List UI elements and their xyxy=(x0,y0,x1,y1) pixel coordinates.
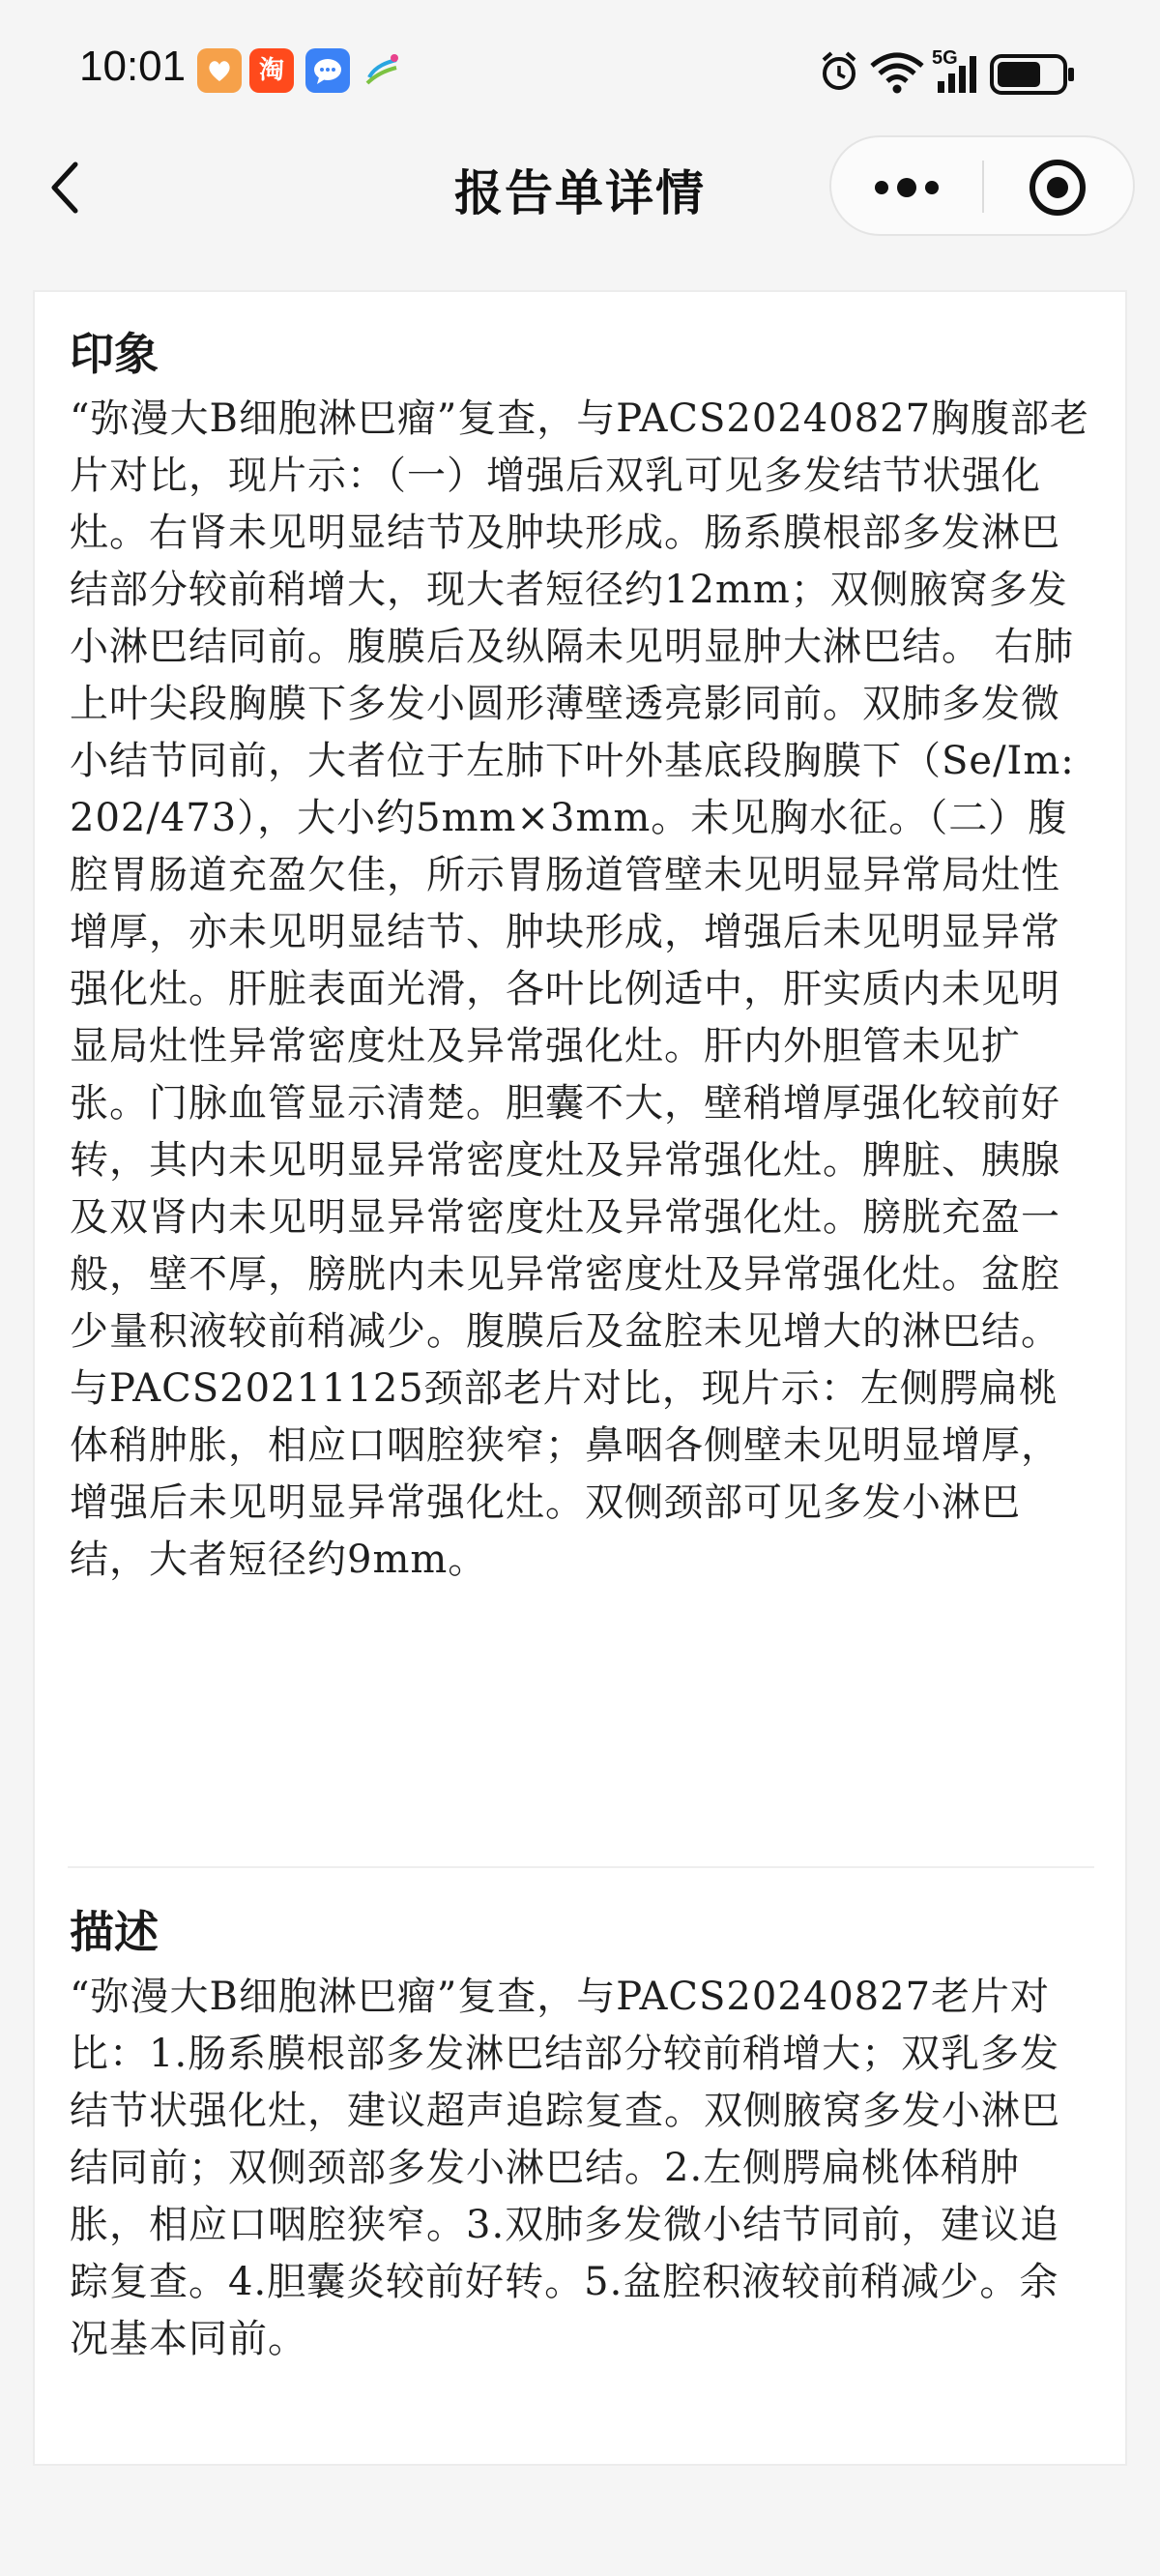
description-section xyxy=(70,1903,1094,2368)
more-button[interactable] xyxy=(831,137,982,234)
impression-section xyxy=(70,325,1094,1589)
more-dots-icon xyxy=(831,137,982,234)
mini-program-capsule xyxy=(829,135,1135,236)
china-mobile-icon xyxy=(360,48,404,93)
status-bar xyxy=(0,0,1160,135)
alarm-icon xyxy=(824,53,855,88)
message-icon xyxy=(305,48,350,93)
taobao-icon: 淘 xyxy=(249,48,294,93)
battery-icon xyxy=(992,56,1074,93)
description-title: 描述 xyxy=(70,1906,159,1958)
status-right xyxy=(812,43,1092,104)
target-close-icon xyxy=(984,137,1133,234)
section-divider xyxy=(68,1866,1094,1868)
page-title: 报告单详情 xyxy=(454,165,706,221)
network-label: 5G xyxy=(932,47,958,69)
orange-app-icon xyxy=(197,48,242,93)
close-button[interactable] xyxy=(984,137,1133,234)
description-text: “弥漫大B细胞淋巴瘤”复查，与PACS20240827老片对比：1.肠系膜根部多发淋巴结部分较前稍增大；双乳多发结节状强化灶，建议超声追踪复查。双侧腋窝多发小淋巴结同前；双侧颈部多发小淋巴结。2.左侧腭扁桃体稍肿胀，相应口咽腔狭窄。3.双肺多发微小结节同前，建议追踪复查。4.胆囊炎较前好转。5.盆腔积液较前稍减少。余况基本同前。 xyxy=(70,1975,1060,2361)
impression-title: 印象 xyxy=(70,328,159,380)
nav-bar xyxy=(0,135,1160,242)
wifi-icon xyxy=(872,55,922,94)
report-card xyxy=(33,290,1127,2466)
impression-text: “弥漫大B细胞淋巴瘤”复查，与PACS20240827胸腹部老片对比，现片示：（一）增强后双乳可见多发结节状强化灶。右肾未见明显结节及肿块形成。肠系膜根部多发淋巴结部分较前稍增大，现大者短径约12mm；双侧腋窝多发小淋巴结同前。腹膜后及纵隔未见明显肿大淋巴结。 右肺上叶尖段胸膜下多发小圆形薄壁透亮影同前。双肺多发微小结节同前，大者位于左肺下叶外基底段胸膜下（Se/Im:202/473），大小约5mm×3mm。未见胸水征。（二）腹腔胃肠道充盈欠佳，所示胃肠道管壁未见明显异常局灶性增厚，亦未见明显结节、肿块形成，增强后未见明显异常强化灶。肝脏表面光滑，各叶比例适中，肝实质内未见明显局灶性异常密度灶及异常强化灶。肝内外胆管未见扩张。门脉血管显示清楚。胆囊不大，壁稍增厚强化较前好转，其内未见明显异常密度灶及异常强化灶。脾脏、胰腺及双肾内未见明显异常密度灶及异常强化灶。膀胱充盈一般，壁不厚，膀胱内未见异常密度灶及异常强化灶。盆腔少量积液较前稍减少。腹膜后及盆腔未见增大的淋巴结。 与PACS20211125颈部老片对比，现片示：左侧腭扁桃体稍肿胀，相应口咽腔狭窄；鼻咽各侧壁未见明显增厚，增强后未见明显异常强化灶。双侧颈部可见多发小淋巴结，大者短径约9mm。 xyxy=(70,396,1090,1582)
status-time: 10:01 xyxy=(79,43,187,90)
